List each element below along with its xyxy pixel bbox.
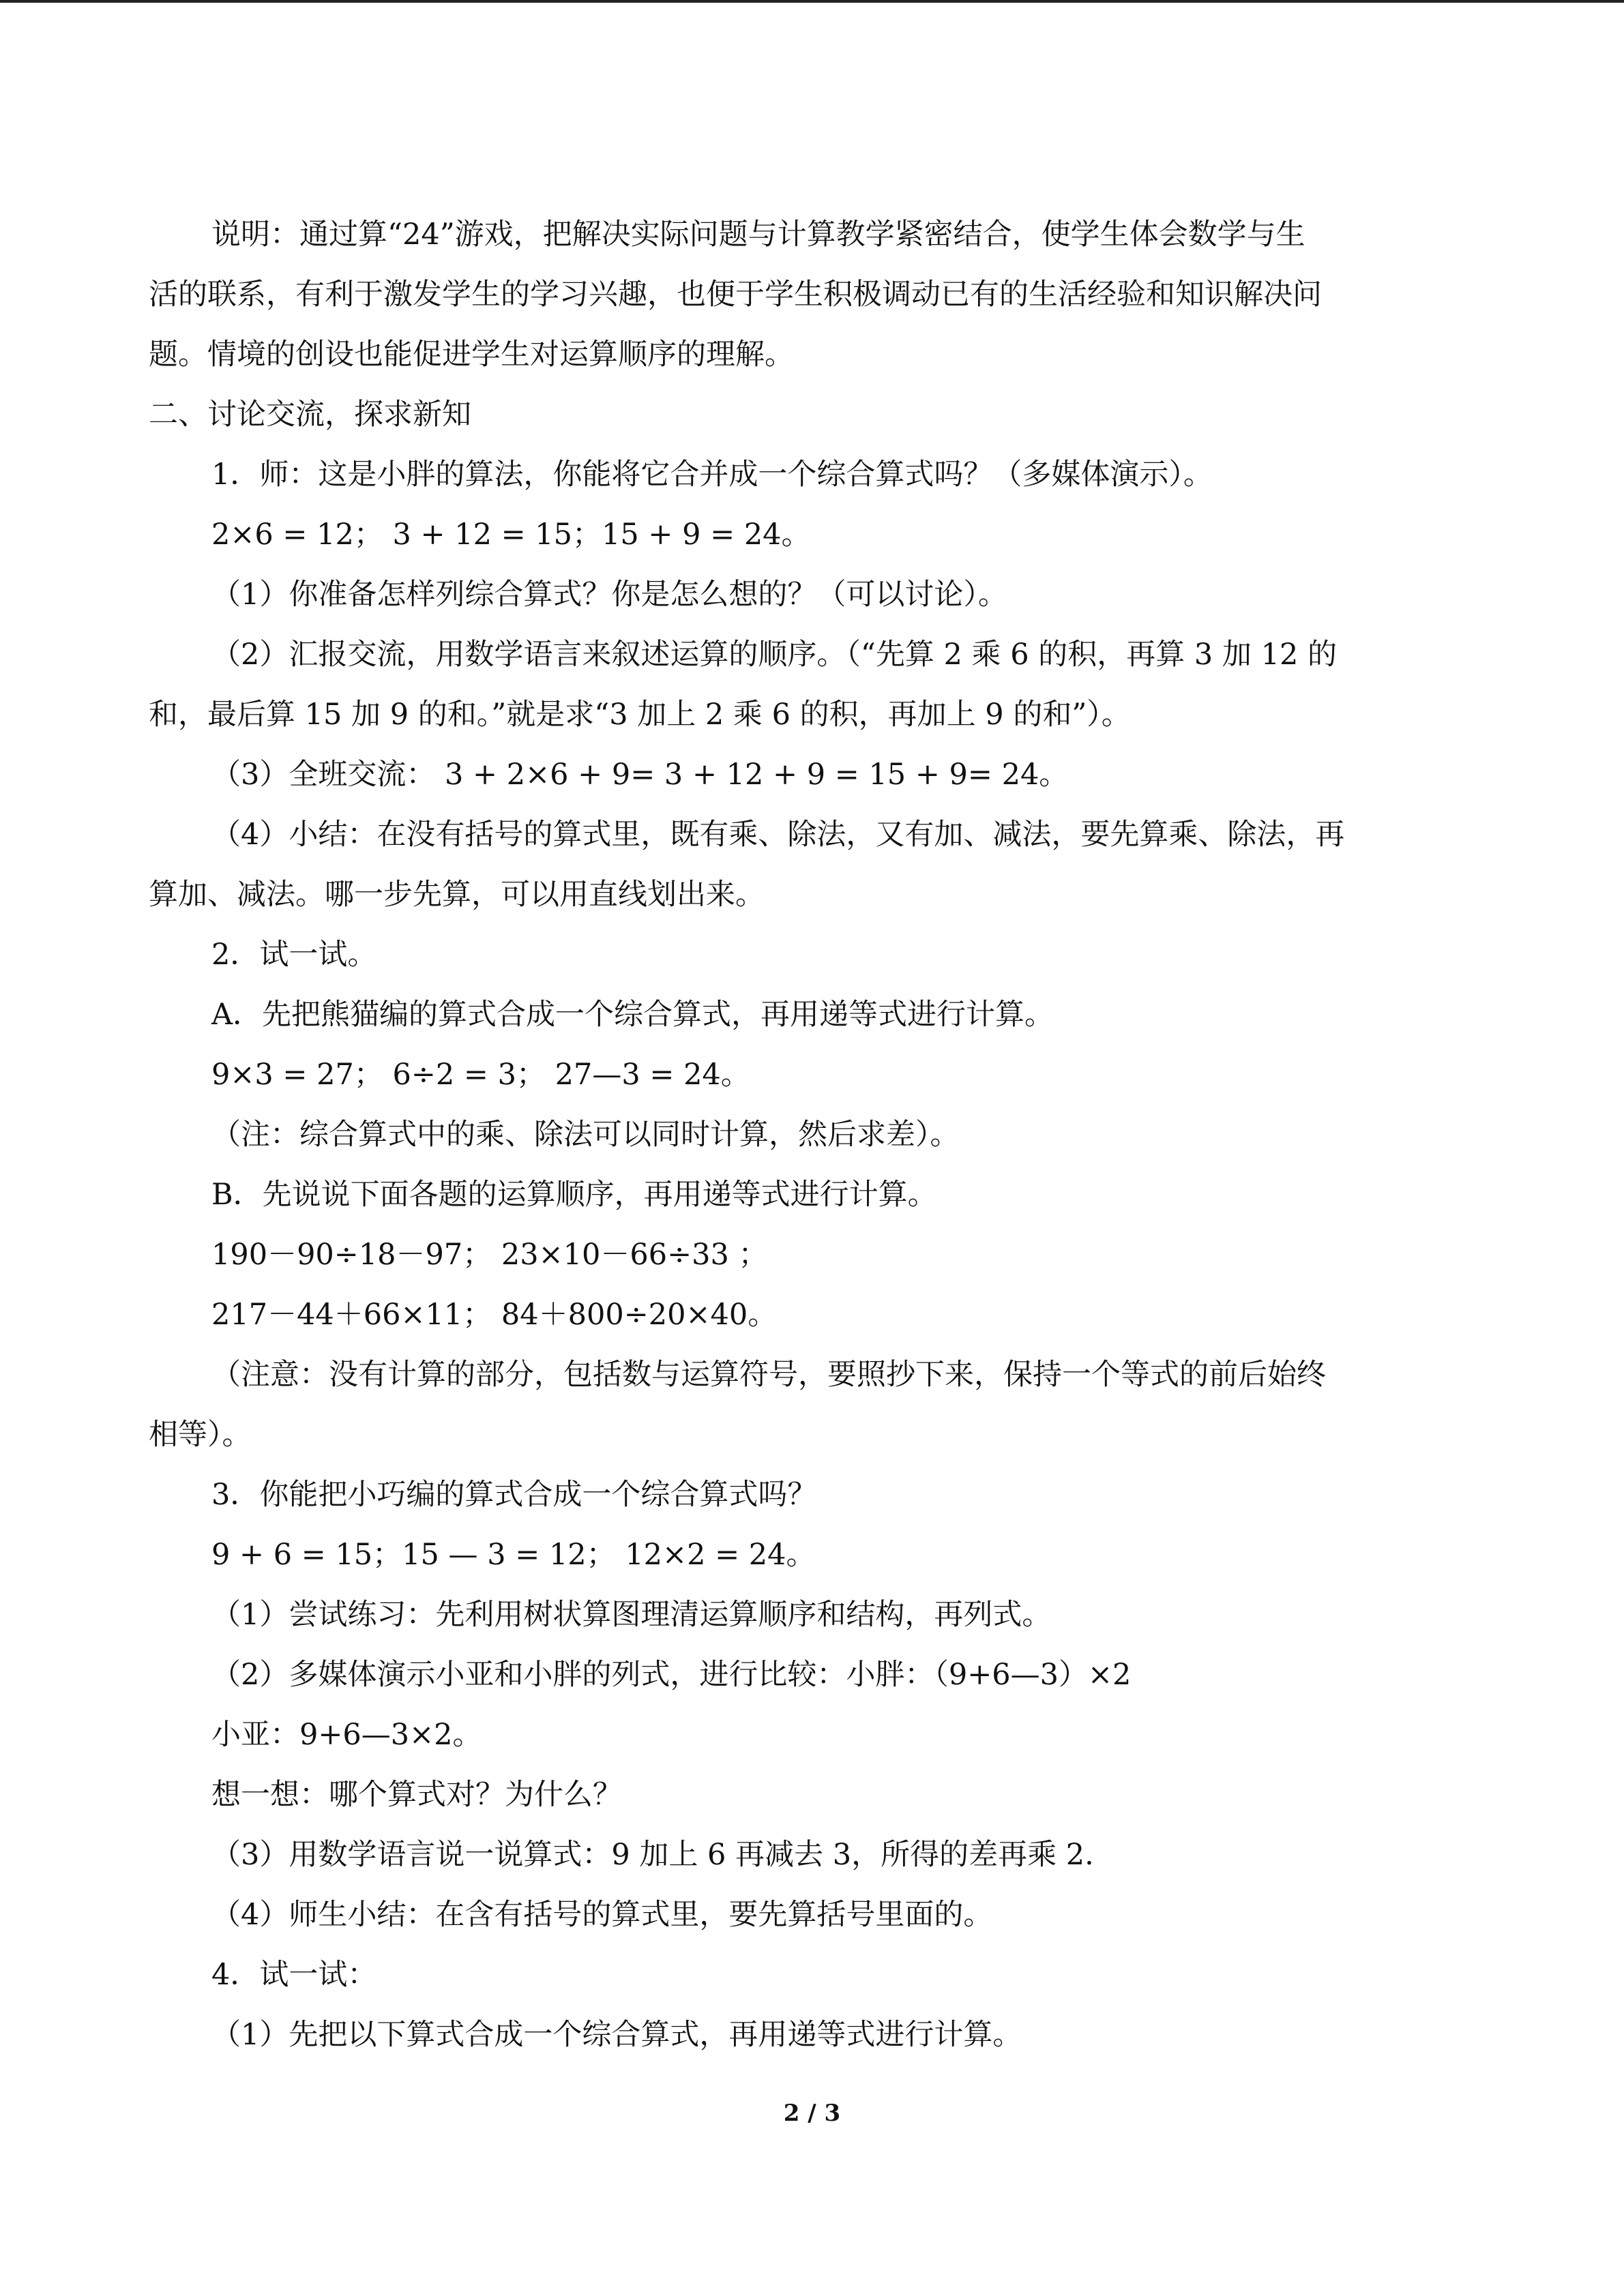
text-line: （1）你准备怎样列综合算式？你是怎么想的？（可以讨论）。 xyxy=(211,578,1007,612)
equation-line: 2×6 = 12； 3 + 12 = 15；15 + 9 = 24。 xyxy=(211,518,811,552)
text-line: 和，最后算 15 加 9 的和。”就是求“3 加上 2 乘 6 的积，再加上 9 的和”）。 xyxy=(149,698,1131,732)
text-line: 4．试一试： xyxy=(211,1958,377,1992)
text-line: 相等）。 xyxy=(149,1418,252,1452)
page-number: 2 / 3 xyxy=(783,2100,841,2127)
text-line: （注：综合算式中的乘、除法可以同时计算，然后求差）。 xyxy=(211,1118,960,1152)
text-line: （2）多媒体演示小亚和小胖的列式，进行比较：小胖：（9+6—3）×2 xyxy=(211,1658,1132,1692)
equation-line: 9×3 = 27； 6÷2 = 3； 27—3 = 24。 xyxy=(211,1058,750,1092)
text-line: 3．你能把小巧编的算式合成一个综合算式吗？ xyxy=(211,1478,817,1512)
text-line: 2．试一试。 xyxy=(211,938,377,972)
equation-line: 小亚：9+6—3×2。 xyxy=(211,1718,482,1752)
equation-line: 217－44＋66×11； 84＋800÷20×40。 xyxy=(211,1298,778,1332)
equation-line: 9 + 6 = 15；15 — 3 = 12； 12×2 = 24。 xyxy=(211,1538,816,1572)
equation-line: 190－90÷18－97； 23×10－66÷33 ； xyxy=(211,1238,768,1272)
text-line: （4）师生小结：在含有括号的算式里，要先算括号里面的。 xyxy=(211,1898,993,1932)
text-line: B．先说说下面各题的运算顺序，再用递等式进行计算。 xyxy=(211,1178,937,1212)
text-line: （1）先把以下算式合成一个综合算式，再用递等式进行计算。 xyxy=(211,2018,1022,2052)
text-line: （2）汇报交流，用数学语言来叙述运算的顺序。（“先算 2 乘 6 的积，再算 3 加 12 的 xyxy=(211,638,1337,672)
text-line: 说明：通过算“24”游戏，把解决实际问题与计算教学紧密结合，使学生体会数学与生 xyxy=(211,218,1305,252)
document-body xyxy=(149,205,1479,2065)
text-line: 算加、减法。哪一步先算，可以用直线划出来。 xyxy=(149,878,765,912)
text-line: 活的联系，有利于激发学生的学习兴趣，也便于学生积极调动已有的生活经验和知识解决问 xyxy=(149,278,1322,312)
equation-line: （3）全班交流： 3 + 2×6 + 9= 3 + 12 + 9 = 15 + 9= 24。 xyxy=(211,758,1069,792)
text-line: A．先把熊猫编的算式合成一个综合算式，再用递等式进行计算。 xyxy=(211,998,1054,1032)
text-line: （1）尝试练习：先利用树状算图理清运算顺序和结构，再列式。 xyxy=(211,1598,1052,1632)
text-line: （3）用数学语言说一说算式：9 加上 6 再减去 3，所得的差再乘 2. xyxy=(211,1838,1094,1872)
text-line: 1．师：这是小胖的算法，你能将它合并成一个综合算式吗？（多媒体演示）。 xyxy=(211,458,1213,492)
text-line: 题。情境的创设也能促进学生对运算顺序的理解。 xyxy=(149,338,794,372)
text-line: （4）小结：在没有括号的算式里，既有乘、除法，又有加、减法，要先算乘、除法，再 xyxy=(211,818,1345,852)
text-line: （注意：没有计算的部分，包括数与运算符号，要照抄下来，保持一个等式的前后始终 xyxy=(211,1358,1326,1392)
top-border-line xyxy=(0,0,1624,3)
text-line: 想一想：哪个算式对？为什么？ xyxy=(211,1778,622,1812)
section-heading: 二、讨论交流，探求新知 xyxy=(149,398,471,432)
